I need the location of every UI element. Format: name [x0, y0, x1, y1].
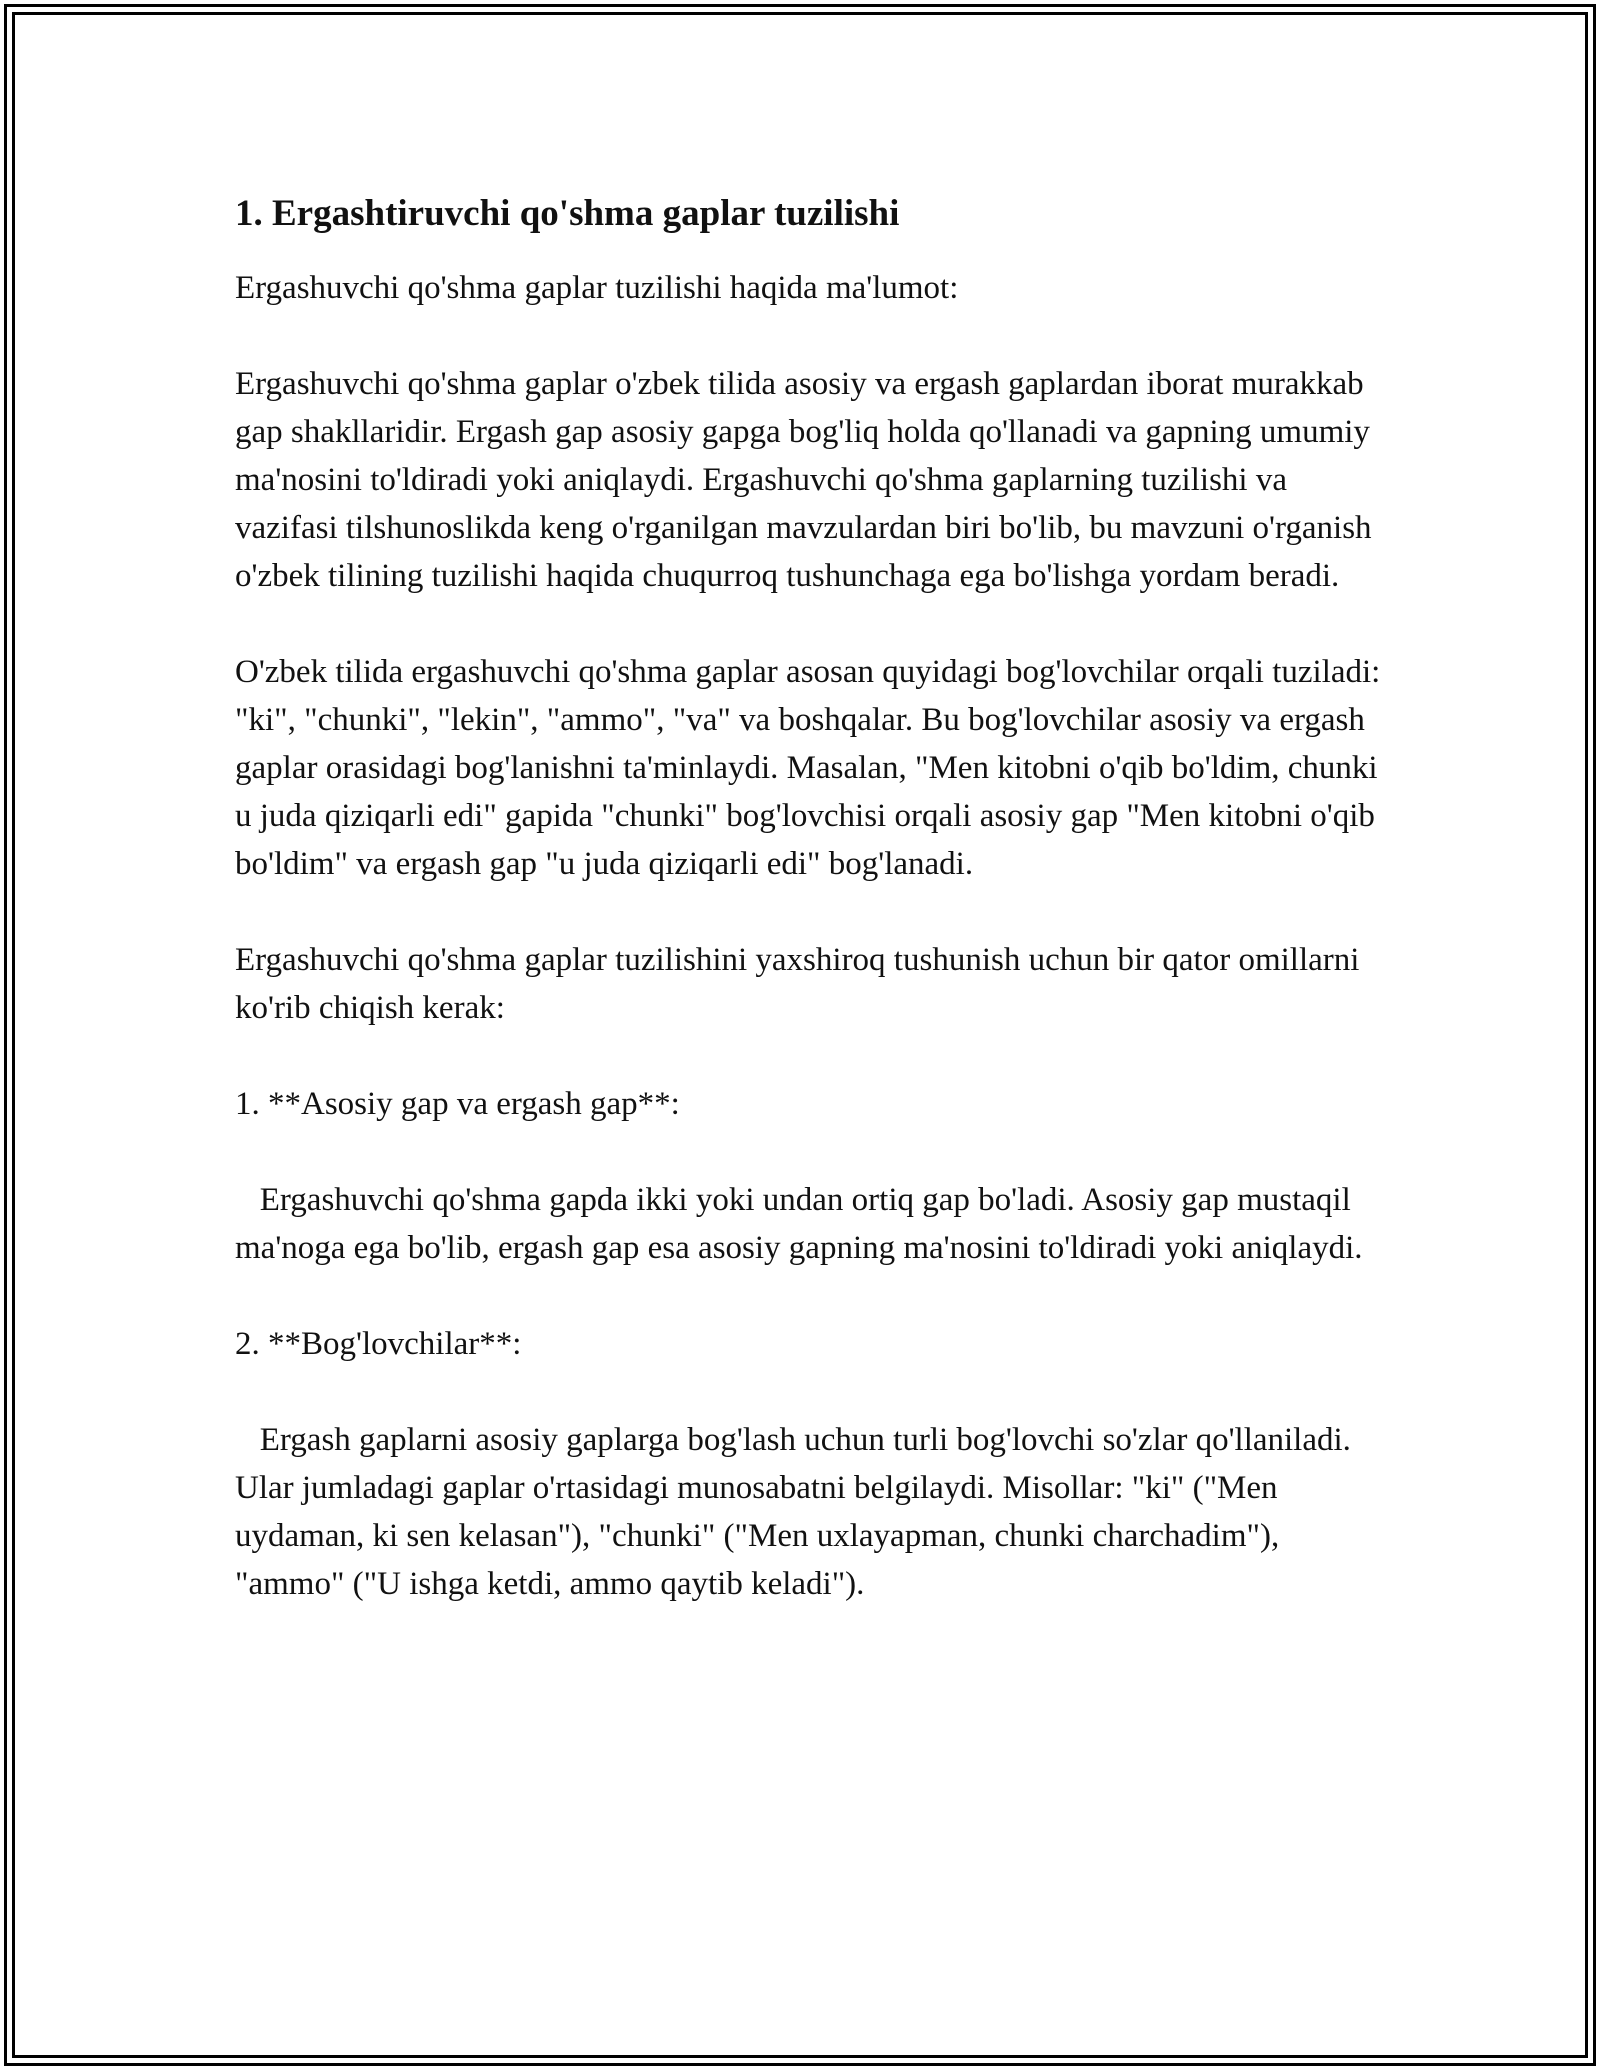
intro-paragraph: Ergashuvchi qo'shma gaplar tuzilishi haqida ma'lumot:: [235, 270, 959, 306]
list-item-2-title: 2. **Bog'lovchilar**:: [235, 1326, 522, 1362]
list-item-2-body: Ergash gaplarni asosiy gaplarga bog'lash uchun turli bog'lovchi so'zlar qo'llaniladi. Ular jumladagi gaplar o'rtasidagi munosabatni belgilaydi. Misollar: "ki" ("Men uydaman, ki sen kelasan"), "chunki" ("Men uxlayapman, chunki charchadim"), "ammo" ("U ishga ketdi, ammo qaytib keladi").: [235, 1422, 1360, 1602]
factors-intro-paragraph: Ergashuvchi qo'shma gaplar tuzilishini yaxshiroq tushunish uchun bir qator omillarni ko'rib chiqish kerak:: [235, 942, 1368, 1026]
list-item-1-title: 1. **Asosiy gap va ergash gap**:: [235, 1086, 680, 1122]
section-heading: 1. Ergashtiruvchi qo'shma gaplar tuzilishi: [235, 193, 900, 234]
definition-paragraph: Ergashuvchi qo'shma gaplar o'zbek tilida asosiy va ergash gaplardan iborat murakkab gap shakllaridir. Ergash gap asosiy gapga bog'liq holda qo'llanadi va gapning umumiy ma'nosini to'ldiradi yoki aniqlaydi. Ergashuvchi qo'shma gaplarning tuzilishi va vazifasi tilshunoslikda keng o'rganilgan mavzulardan biri bo'lib, bu mavzuni o'rganish o'zbek tilining tuzilishi haqida chuqurroq tushunchaga ega bo'lishga yordam beradi.: [235, 366, 1380, 594]
document-body: [235, 186, 1389, 1656]
list-item-1-body: Ergashuvchi qo'shma gapda ikki yoki undan ortiq gap bo'ladi. Asosiy gap mustaqil ma'noga ega bo'lib, ergash gap esa asosiy gapning ma'nosini to'ldiradi yoki aniqlaydi.: [235, 1182, 1363, 1266]
conjunctions-paragraph: O'zbek tilida ergashuvchi qo'shma gaplar asosan quyidagi bog'lovchilar orqali tuziladi: "ki", "chunki", "lekin", "ammo", "va" va boshqalar. Bu bog'lovchilar asosiy va ergash gaplar orasidagi bog'lanishni ta'minlaydi. Masalan, "Men kitobni o'qib bo'ldim, chunki u juda qiziqarli edi" gapida "chunki" bog'lovchisi orqali asosiy gap "Men kitobni o'qib bo'ldim" va ergash gap "u juda qiziqarli edi" bog'lanadi.: [235, 654, 1389, 882]
